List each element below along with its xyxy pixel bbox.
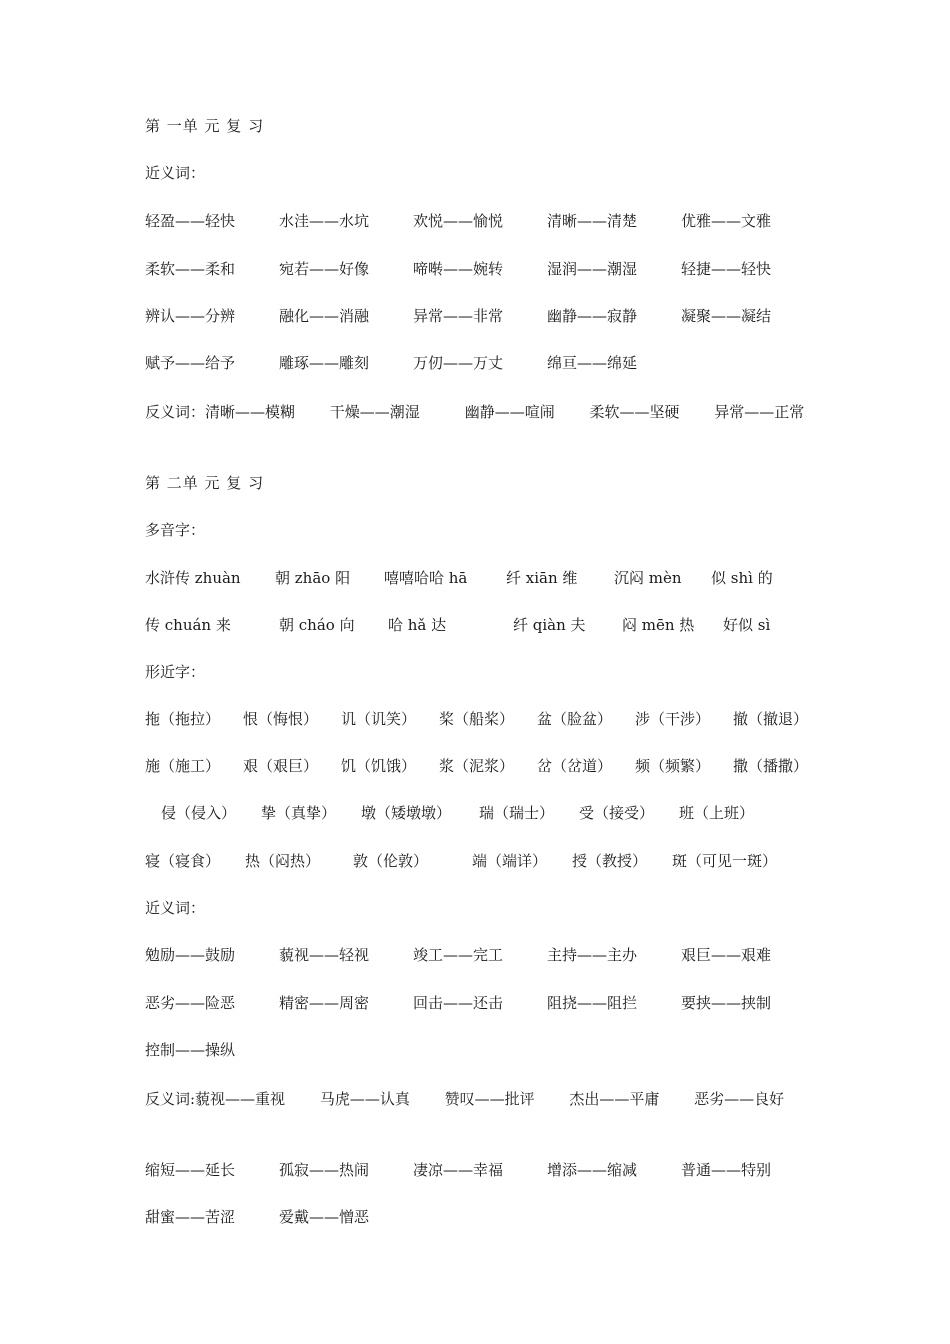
polyphone-item: 朝 cháo 向: [279, 616, 355, 634]
word-pair: 控制——操纵: [145, 1041, 236, 1059]
polyphone-item: 纤 qiàn 夫: [513, 616, 586, 634]
unit1-synonym-row: [145, 259, 771, 279]
unit2-similar-char-row: [145, 709, 808, 729]
unit2-polyphone-label: 多音字：: [145, 521, 206, 539]
word-pair: 幽静——寂静: [547, 307, 638, 325]
word-pair: 缩短——延长: [145, 1161, 236, 1179]
word-pair: 阻挠——阻拦: [547, 994, 638, 1012]
unit2-similar-char-row: [145, 756, 808, 776]
word-pair: 爱戴——憎恶: [279, 1208, 370, 1226]
polyphone-item: 沉闷 mèn: [614, 569, 682, 587]
unit1-synonym-row: [145, 353, 637, 373]
unit2-antonym-row: [145, 1207, 369, 1227]
char-item: 班（上班）: [679, 804, 755, 822]
unit2-synonym-row: [145, 993, 771, 1013]
char-item: 受（接受）: [579, 804, 655, 822]
word-pair: 融化——消融: [279, 307, 370, 325]
char-item: 频（频繁）: [635, 757, 711, 775]
unit2-polyphone-row: [145, 615, 770, 635]
word-pair: 精密——周密: [279, 994, 370, 1012]
char-item: 浆（泥浆）: [439, 757, 515, 775]
char-item: 热（闷热）: [245, 852, 321, 870]
word-pair: 轻盈——轻快: [145, 212, 236, 230]
unit1-synonym-row: [145, 306, 771, 326]
word-pair: 凄凉——幸福: [413, 1161, 504, 1179]
char-item: 挚（真挚）: [261, 804, 337, 822]
word-pair: 辨认——分辨: [145, 307, 236, 325]
char-item: 撤（撤退）: [733, 710, 809, 728]
unit1-title: 第 一单 元 复 习: [145, 117, 265, 135]
char-item: 涉（干涉）: [635, 710, 711, 728]
unit2-polyphone-row: [145, 568, 773, 588]
word-pair: 孤寂——热闹: [279, 1161, 370, 1179]
word-pair: 主持——主办: [547, 946, 638, 964]
word-pair: 雕琢——雕刻: [279, 354, 370, 372]
unit2-similar-char-row: [161, 803, 754, 823]
char-item: 端（端详）: [472, 852, 548, 870]
word-pair: 要挟——挟制: [681, 994, 772, 1012]
word-pair: 柔软——柔和: [145, 260, 236, 278]
unit1-antonym-paragraph: 反义词：清晰——模糊 干燥——潮湿 幽静——喧闹 柔软——坚硬 异常——正常: [145, 403, 805, 421]
word-pair: 赋予——给予: [145, 354, 236, 372]
word-pair: 勉励——鼓励: [145, 946, 236, 964]
char-item: 侵（侵入）: [161, 804, 237, 822]
char-item: 敦（伦敦）: [353, 852, 429, 870]
word-pair: 异常——非常: [413, 307, 504, 325]
unit2-synonym-row: [145, 945, 771, 965]
word-pair: 回击——还击: [413, 994, 504, 1012]
unit2-synonym-row: [145, 1040, 235, 1060]
word-pair: 轻捷——轻快: [681, 260, 772, 278]
polyphone-item: 闷 mēn 热: [622, 616, 695, 634]
char-item: 盆（脸盆）: [537, 710, 613, 728]
char-item: 饥（饥饿）: [341, 757, 417, 775]
char-item: 施（施工）: [145, 757, 221, 775]
word-pair: 增添——缩减: [547, 1161, 638, 1179]
unit2-similar-char-label: 形近字：: [145, 663, 206, 681]
char-item: 讥（讥笑）: [341, 710, 417, 728]
polyphone-item: 似 shì 的: [711, 569, 773, 587]
unit2-antonym-row: [145, 1160, 771, 1180]
unit2-synonym-label: 近义词：: [145, 899, 206, 917]
word-pair: 湿润——潮湿: [547, 260, 638, 278]
word-pair: 艰巨——艰难: [681, 946, 772, 964]
char-item: 桨（船桨）: [439, 710, 515, 728]
char-item: 岔（岔道）: [537, 757, 613, 775]
polyphone-item: 哈 hǎ 达: [388, 616, 447, 634]
polyphone-item: 朝 zhāo 阳: [275, 569, 351, 587]
char-item: 拖（拖拉）: [145, 710, 221, 728]
unit1-synonym-row: [145, 211, 771, 231]
char-item: 瑞（瑞士）: [479, 804, 555, 822]
unit1-synonym-label: 近义词：: [145, 164, 206, 182]
word-pair: 啼啭——婉转: [413, 260, 504, 278]
polyphone-item: 水浒传 zhuàn: [145, 569, 241, 587]
char-item: 艰（艰巨）: [243, 757, 319, 775]
char-item: 授（教授）: [572, 852, 648, 870]
unit2-title: 第 二单 元 复 习: [145, 474, 265, 492]
word-pair: 竣工——完工: [413, 946, 504, 964]
char-item: 斑（可见一斑）: [672, 852, 778, 870]
word-pair: 水洼——水坑: [279, 212, 370, 230]
word-pair: 甜蜜——苦涩: [145, 1208, 236, 1226]
word-pair: 万仞——万丈: [413, 354, 504, 372]
polyphone-item: 嘻嘻哈哈 hā: [384, 569, 468, 587]
unit2-antonym-paragraph: 反义词:藐视——重视 马虎——认真 赞叹——批评 杰出——平庸 恶劣——良好: [145, 1090, 785, 1108]
polyphone-item: 纤 xiān 维: [506, 569, 578, 587]
word-pair: 清晰——清楚: [547, 212, 638, 230]
word-pair: 欢悦——愉悦: [413, 212, 504, 230]
char-item: 撒（播撒）: [733, 757, 809, 775]
char-item: 恨（悔恨）: [243, 710, 319, 728]
char-item: 墩（矮墩墩）: [361, 804, 452, 822]
word-pair: 宛若——好像: [279, 260, 370, 278]
polyphone-item: 传 chuán 来: [145, 616, 231, 634]
word-pair: 藐视——轻视: [279, 946, 370, 964]
char-item: 寝（寝食）: [145, 852, 221, 870]
word-pair: 凝聚——凝结: [681, 307, 772, 325]
word-pair: 绵亘——绵延: [547, 354, 638, 372]
unit2-similar-char-row: [145, 851, 777, 871]
polyphone-item: 好似 sì: [723, 616, 771, 634]
word-pair: 普通——特别: [681, 1161, 772, 1179]
word-pair: 优雅——文雅: [681, 212, 772, 230]
word-pair: 恶劣——险恶: [145, 994, 236, 1012]
